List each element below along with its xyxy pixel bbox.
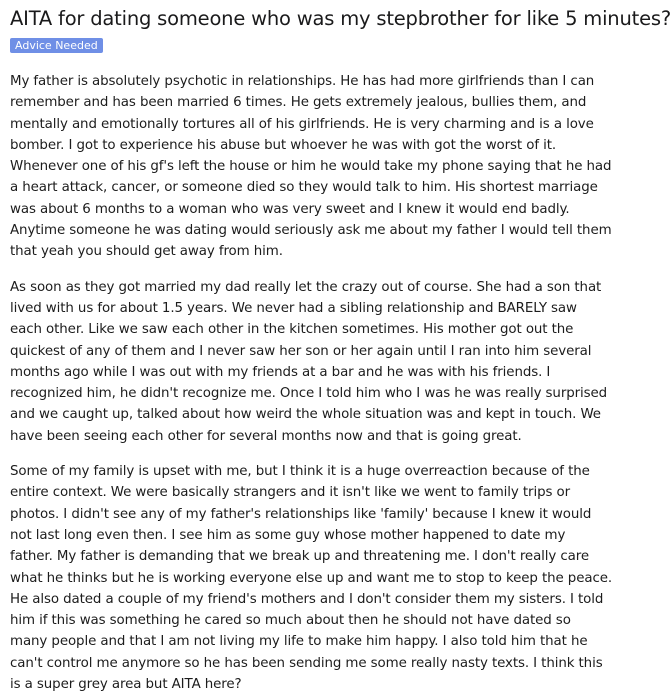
post-title[interactable]: AITA for dating someone who was my stepbrother for like 5 minutes?: [10, 7, 671, 30]
post-body: [10, 71, 612, 695]
post-flair[interactable]: Advice Needed: [10, 38, 103, 53]
post-paragraph-1: My father is absolutely psychotic in relationships. He has had more girlfriends than I can remember and has been married 6 times. He gets extremely jealous, bullies them, and mentally and emotionally tortures all of his girlfriends. He is very charming and is a love bomber. I got to experience his abuse but whoever he was with got the worst of it. Whenever one of his gf's left the house or him he would take my phone saying that he had a heart attack, cancer, or someone died so they would talk to him. His shortest marriage was about 6 months to a woman who was very sweet and I knew it would end badly. Anytime someone he was dating would seriously ask me about my father I would tell them that yeah you should get away from him.: [10, 74, 612, 260]
post-paragraph-2: As soon as they got married my dad really let the crazy out of course. She had a son that lived with us for about 1.5 years. We never had a sibling relationship and BARELY saw each other. Like we saw each other in the kitchen sometimes. His mother got out the quickest of any of them and I never saw her son or her again until I ran into him several months ago while I was out with my friends at a bar and he was with his friends. I recognized him, he didn't recognize me. Once I told him who I was he was really surprised and we caught up, talked about how weird the whole situation was and kept in touch. We have been seeing each other for several months now and that is going great.: [10, 279, 608, 444]
post-paragraph-3: Some of my family is upset with me, but I think it is a huge overreaction because of the entire context. We were basically strangers and it isn't like we went to family trips or photos. I didn't see any of my father's relationships like 'family' because I knew it would not last long even then. I see him as some guy whose mother happened to date my father. My father is demanding that we break up and threatening me. I don't really care what he thinks but he is working everyone else up and want me to stop to keep the peace. He also dated a couple of my friend's mothers and I don't consider them my sisters. I told him if this was something he cared so much about then he should not have dated so many people and that I am not living my life to make him happy. I also told him that he can't control me anymore so he has been sending me some really nasty texts. I think this is a super grey area but AITA here?: [10, 464, 612, 693]
